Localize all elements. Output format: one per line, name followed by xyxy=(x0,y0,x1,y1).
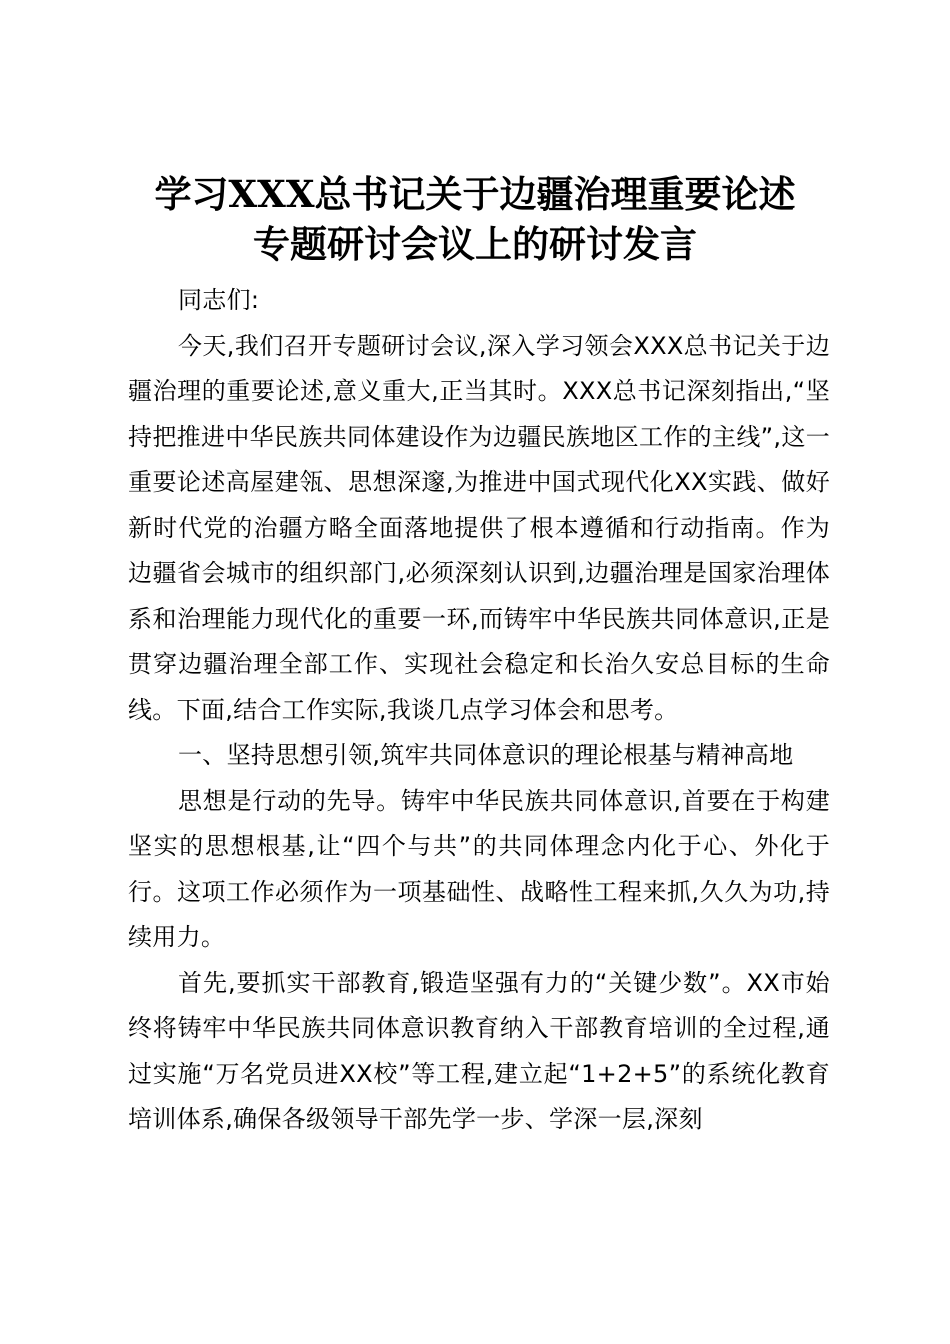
salutation: 同志们: xyxy=(178,286,260,314)
document-title-line-1: 学习XXX总书记关于边疆治理重要论述 xyxy=(154,172,796,216)
paragraph-section-1-lead: 思想是行动的先导。铸牢中华民族共同体意识,首要在于构建坚实的思想根基,让“四个与共”的共同体理念内化于心、外化于行。这项工作必须作为一项基础性、战略性工程来抓,久久为功,持续用力。 xyxy=(128,786,830,951)
paragraph-intro: 今天,我们召开专题研讨会议,深入学习领会XXX总书记关于边疆治理的重要论述,意义重大,正当其时。XXX总书记深刻指出,“坚持把推进中华民族共同体建设作为边疆民族地区工作的主线”,这一重要论述高屋建瓴、思想深邃,为推进中国式现代化XX实践、做好新时代党的治疆方略全面落地提供了根本遵循和行动指南。作为边疆省会城市的组织部门,必须深刻认识到,边疆治理是国家治理体系和治理能力现代化的重要一环,而铸牢中华民族共同体意识,正是贯穿边疆治理全部工作、实现社会稳定和长治久安总目标的生命线。下面,结合工作实际,我谈几点学习体会和思考。 xyxy=(128,331,830,724)
document-body xyxy=(128,278,830,1143)
section-heading-1: 一、坚持思想引领,筑牢共同体意识的理论根基与精神高地 xyxy=(178,741,794,769)
paragraph-section-1-first: 首先,要抓实干部教育,锻造坚强有力的“关键少数”。XX市始终将铸牢中华民族共同体意识教育纳入干部教育培训的全过程,通过实施“万名党员进XX校”等工程,建立起“1+2+5”的系统化教育培训体系,确保各级领导干部先学一步、学深一层,深刻 xyxy=(128,968,830,1133)
document-title-line-2: 专题研讨会议上的研讨发言 xyxy=(253,222,697,266)
